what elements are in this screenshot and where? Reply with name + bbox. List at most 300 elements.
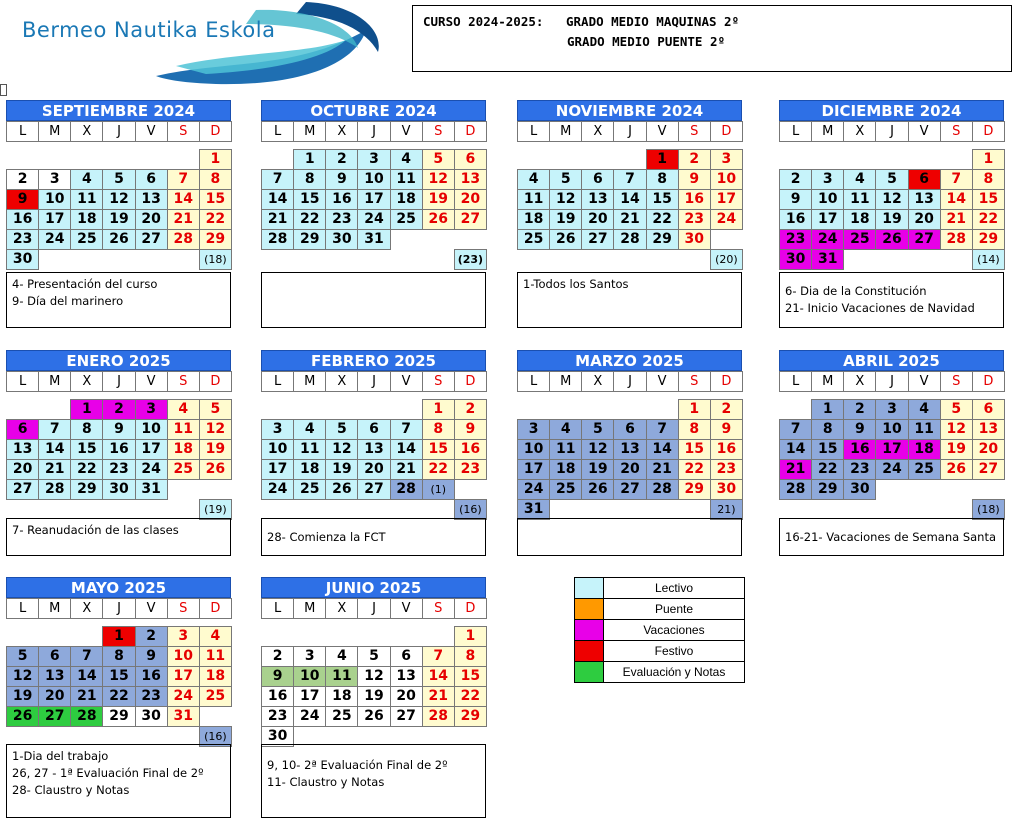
weekday-label: V — [390, 371, 423, 392]
day-cell: 19 — [422, 189, 455, 210]
day-cell: 13 — [135, 189, 168, 210]
day-cell: 25 — [517, 229, 550, 250]
day-cell: 19 — [581, 459, 614, 480]
weekday-label: L — [6, 371, 39, 392]
weekday-label: V — [908, 371, 941, 392]
day-cell: 1 — [422, 399, 455, 420]
day-cell: 5 — [6, 646, 39, 667]
day-cell: 10 — [135, 419, 168, 440]
weekday-label: L — [6, 121, 39, 142]
day-cell: 19 — [325, 459, 358, 480]
day-cell — [710, 229, 743, 250]
day-cell: 23 — [325, 209, 358, 230]
day-cell: 24 — [293, 706, 326, 727]
day-cell: (1) — [422, 479, 455, 500]
day-cell: 27 — [972, 459, 1005, 480]
spacer — [779, 391, 1004, 399]
legend-swatch — [575, 578, 604, 598]
day-cell: 12 — [6, 666, 39, 687]
lective-day-count: (18) — [199, 249, 232, 270]
day-cell — [390, 626, 423, 647]
day-cell: 7 — [261, 169, 294, 190]
day-cell: 14 — [70, 666, 103, 687]
weekday-label: D — [710, 121, 743, 142]
note-line: 9, 10- 2ª Evaluación Final de 2º — [267, 758, 448, 772]
day-cell: 10 — [261, 439, 294, 460]
day-cell: 9 — [843, 419, 876, 440]
day-cell: 20 — [454, 189, 487, 210]
month-notes — [517, 518, 742, 556]
day-cell — [38, 149, 71, 170]
day-cell: 26 — [199, 459, 232, 480]
course-line-2: GRADO MEDIO PUENTE 2º — [567, 34, 726, 49]
day-cell: 4 — [390, 149, 423, 170]
month-grid — [261, 371, 486, 519]
day-cell — [779, 399, 812, 420]
day-cell: 26 — [549, 229, 582, 250]
legend-label: Vacaciones — [643, 623, 705, 637]
day-cell — [779, 149, 812, 170]
day-cell: 22 — [678, 459, 711, 480]
lective-day-count: (19) — [199, 499, 232, 520]
day-cell: 18 — [70, 209, 103, 230]
weekday-label: D — [972, 371, 1005, 392]
month-notes — [517, 272, 742, 328]
day-cell — [390, 399, 423, 420]
day-cell: 7 — [646, 419, 679, 440]
day-cell: 11 — [549, 439, 582, 460]
day-cell: 5 — [549, 169, 582, 190]
weekday-label: S — [940, 371, 973, 392]
legend-item — [575, 578, 744, 599]
day-cell: 18 — [199, 666, 232, 687]
day-cell — [875, 479, 908, 500]
month-grid — [261, 598, 486, 746]
day-cell: 5 — [357, 646, 390, 667]
day-cell: 16 — [843, 439, 876, 460]
day-cell — [293, 626, 326, 647]
day-cell — [357, 399, 390, 420]
day-cell: 22 — [646, 209, 679, 230]
day-cell: 13 — [908, 189, 941, 210]
day-cell: 26 — [6, 706, 39, 727]
day-cell — [454, 479, 487, 500]
day-cell — [517, 249, 550, 270]
day-cell: 24 — [710, 209, 743, 230]
day-cell: 30 — [843, 479, 876, 500]
day-cell: 20 — [390, 686, 423, 707]
day-cell: 8 — [422, 419, 455, 440]
day-cell — [6, 499, 39, 520]
day-cell: 20 — [972, 439, 1005, 460]
day-cell: 26 — [875, 229, 908, 250]
month-notes — [6, 744, 231, 818]
day-cell: 28 — [613, 229, 646, 250]
day-cell — [613, 399, 646, 420]
day-cell: 24 — [875, 459, 908, 480]
day-cell — [811, 149, 844, 170]
lective-day-count: (18) — [972, 499, 1005, 520]
day-cell: 7 — [167, 169, 200, 190]
day-cell: 5 — [581, 419, 614, 440]
weekday-label: D — [199, 371, 232, 392]
day-cell — [908, 479, 941, 500]
month-grid — [6, 598, 231, 746]
weekday-label: S — [678, 121, 711, 142]
day-cell: 31 — [517, 499, 550, 520]
day-cell — [102, 249, 135, 270]
day-cell: 21 — [646, 459, 679, 480]
day-cell: 10 — [875, 419, 908, 440]
day-cell: 28 — [70, 706, 103, 727]
day-cell: 30 — [135, 706, 168, 727]
day-cell: 3 — [135, 399, 168, 420]
day-cell — [678, 249, 711, 270]
day-cell: 9 — [678, 169, 711, 190]
day-cell — [422, 499, 455, 520]
day-cell: 27 — [38, 706, 71, 727]
day-cell: 1 — [70, 399, 103, 420]
day-cell: 20 — [38, 686, 71, 707]
legend — [574, 577, 745, 683]
day-cell: 19 — [357, 686, 390, 707]
day-cell: 14 — [779, 439, 812, 460]
month-grid — [517, 371, 742, 519]
note-line: 28- Claustro y Notas — [12, 783, 130, 797]
day-cell: 11 — [908, 419, 941, 440]
day-cell — [678, 499, 711, 520]
note-line: 7- Reanudación de las clases — [12, 523, 179, 537]
month-title: OCTUBRE 2024 — [261, 100, 486, 121]
day-cell: 15 — [972, 189, 1005, 210]
month-notes — [261, 744, 486, 818]
weekday-label: V — [390, 598, 423, 619]
day-cell: 30 — [779, 249, 812, 270]
day-cell: 8 — [646, 169, 679, 190]
day-cell: 15 — [454, 666, 487, 687]
day-cell: 3 — [261, 419, 294, 440]
day-cell: 17 — [38, 209, 71, 230]
day-cell: 10 — [167, 646, 200, 667]
weekday-label: X — [325, 121, 358, 142]
month-calendar — [261, 350, 486, 519]
day-cell — [908, 499, 941, 520]
spacer — [6, 618, 231, 626]
month-title: NOVIEMBRE 2024 — [517, 100, 742, 121]
weekday-label: X — [843, 121, 876, 142]
legend-label: Evaluación y Notas — [622, 665, 726, 679]
day-cell: 28 — [38, 479, 71, 500]
day-cell — [167, 149, 200, 170]
weekday-label: M — [38, 121, 71, 142]
day-cell: 28 — [646, 479, 679, 500]
day-cell: 27 — [390, 706, 423, 727]
lective-day-count: 21) — [710, 499, 743, 520]
day-cell: 4 — [167, 399, 200, 420]
day-cell: 18 — [517, 209, 550, 230]
day-cell: 19 — [102, 209, 135, 230]
school-name: Bermeo Nautika Eskola — [22, 18, 276, 42]
day-cell: 15 — [293, 189, 326, 210]
day-cell: 3 — [293, 646, 326, 667]
day-cell: 11 — [199, 646, 232, 667]
day-cell: 6 — [390, 646, 423, 667]
weekday-label: J — [357, 371, 390, 392]
day-cell — [843, 249, 876, 270]
weekday-label: S — [422, 598, 455, 619]
day-cell: 28 — [167, 229, 200, 250]
legend-label: Lectivo — [654, 581, 694, 595]
day-cell: 6 — [357, 419, 390, 440]
weekday-label: X — [581, 121, 614, 142]
day-cell — [357, 249, 390, 270]
day-cell: 13 — [38, 666, 71, 687]
day-cell: 23 — [261, 706, 294, 727]
weekday-label: V — [908, 121, 941, 142]
day-cell: 1 — [293, 149, 326, 170]
day-cell: 2 — [678, 149, 711, 170]
day-cell — [102, 149, 135, 170]
day-cell — [70, 149, 103, 170]
month-calendar — [779, 100, 1004, 269]
weekday-label: J — [102, 121, 135, 142]
day-cell — [6, 626, 39, 647]
day-cell: 28 — [390, 479, 423, 500]
spacer — [517, 141, 742, 149]
day-cell: 19 — [6, 686, 39, 707]
day-cell: 24 — [38, 229, 71, 250]
day-cell — [422, 249, 455, 270]
weekday-label: S — [167, 121, 200, 142]
month-grid — [517, 121, 742, 269]
day-cell: 28 — [940, 229, 973, 250]
day-cell: 11 — [325, 666, 358, 687]
day-cell: 22 — [102, 686, 135, 707]
day-cell: 15 — [678, 439, 711, 460]
weekday-label: M — [293, 121, 326, 142]
day-cell — [261, 249, 294, 270]
day-cell: 22 — [972, 209, 1005, 230]
day-cell — [325, 499, 358, 520]
course-line-1: CURSO 2024-2025: GRADO MEDIO MAQUINAS 2º — [423, 14, 740, 29]
day-cell: 11 — [843, 189, 876, 210]
day-cell: 30 — [678, 229, 711, 250]
spacer — [261, 141, 486, 149]
day-cell: 3 — [517, 419, 550, 440]
day-cell: 15 — [70, 439, 103, 460]
month-title: ENERO 2025 — [6, 350, 231, 371]
weekday-label: V — [646, 121, 679, 142]
day-cell: 9 — [135, 646, 168, 667]
day-cell: 12 — [422, 169, 455, 190]
day-cell — [908, 149, 941, 170]
day-cell: 16 — [454, 439, 487, 460]
day-cell: 2 — [779, 169, 812, 190]
weekday-label: M — [38, 598, 71, 619]
day-cell: 10 — [517, 439, 550, 460]
day-cell: 24 — [811, 229, 844, 250]
weekday-label: M — [38, 371, 71, 392]
day-cell: 12 — [325, 439, 358, 460]
weekday-label: J — [102, 371, 135, 392]
weekday-label: V — [390, 121, 423, 142]
day-cell — [581, 499, 614, 520]
day-cell: 18 — [325, 686, 358, 707]
day-cell: 29 — [811, 479, 844, 500]
day-cell: 22 — [422, 459, 455, 480]
weekday-label: X — [581, 371, 614, 392]
day-cell: 2 — [135, 626, 168, 647]
day-cell: 6 — [6, 419, 39, 440]
weekday-label: S — [678, 371, 711, 392]
day-cell: 15 — [422, 439, 455, 460]
weekday-label: V — [135, 371, 168, 392]
day-cell: 12 — [875, 189, 908, 210]
day-cell: 25 — [199, 686, 232, 707]
month-notes — [261, 518, 486, 556]
month-title: SEPTIEMBRE 2024 — [6, 100, 231, 121]
legend-item — [575, 641, 744, 662]
legend-swatch — [575, 599, 604, 619]
day-cell: 10 — [38, 189, 71, 210]
day-cell: 14 — [646, 439, 679, 460]
day-cell: 14 — [261, 189, 294, 210]
day-cell — [581, 399, 614, 420]
day-cell: 8 — [199, 169, 232, 190]
day-cell — [549, 499, 582, 520]
day-cell — [613, 149, 646, 170]
weekday-label: S — [167, 371, 200, 392]
day-cell: 5 — [940, 399, 973, 420]
day-cell — [549, 149, 582, 170]
day-cell: 13 — [581, 189, 614, 210]
month-grid — [779, 371, 1004, 519]
legend-item — [575, 599, 744, 620]
day-cell: 26 — [940, 459, 973, 480]
marker-box — [0, 84, 7, 96]
day-cell: 27 — [613, 479, 646, 500]
day-cell: 16 — [325, 189, 358, 210]
day-cell: 18 — [843, 209, 876, 230]
day-cell: 27 — [135, 229, 168, 250]
day-cell — [646, 499, 679, 520]
weekday-label: D — [454, 598, 487, 619]
weekday-label: J — [357, 121, 390, 142]
day-cell: 21 — [390, 459, 423, 480]
day-cell: 26 — [422, 209, 455, 230]
weekday-label: M — [811, 121, 844, 142]
day-cell: 10 — [710, 169, 743, 190]
day-cell: 13 — [6, 439, 39, 460]
note-line: 26, 27 - 1ª Evaluación Final de 2º — [12, 766, 204, 780]
day-cell: 21 — [940, 209, 973, 230]
day-cell: 19 — [940, 439, 973, 460]
day-cell: 16 — [678, 189, 711, 210]
day-cell: 26 — [357, 706, 390, 727]
day-cell: 12 — [549, 189, 582, 210]
day-cell: 11 — [390, 169, 423, 190]
day-cell: 7 — [779, 419, 812, 440]
day-cell — [581, 249, 614, 270]
day-cell: 26 — [325, 479, 358, 500]
month-title: JUNIO 2025 — [261, 577, 486, 598]
day-cell: 13 — [390, 666, 423, 687]
month-notes — [779, 518, 1004, 556]
day-cell: 7 — [70, 646, 103, 667]
day-cell: 11 — [293, 439, 326, 460]
day-cell: 21 — [422, 686, 455, 707]
weekday-label: J — [613, 121, 646, 142]
lective-day-count: (16) — [454, 499, 487, 520]
month-calendar — [6, 577, 231, 746]
day-cell: 23 — [710, 459, 743, 480]
day-cell — [199, 706, 232, 727]
day-cell — [70, 499, 103, 520]
day-cell: 10 — [357, 169, 390, 190]
day-cell: 30 — [6, 249, 39, 270]
day-cell: 29 — [293, 229, 326, 250]
day-cell — [261, 626, 294, 647]
weekday-label: D — [454, 371, 487, 392]
note-line: 1-Todos los Santos — [523, 277, 629, 291]
weekday-label: S — [940, 121, 973, 142]
day-cell: 9 — [779, 189, 812, 210]
day-cell: 23 — [779, 229, 812, 250]
day-cell — [517, 149, 550, 170]
day-cell: 17 — [293, 686, 326, 707]
day-cell: 20 — [135, 209, 168, 230]
day-cell: 1 — [454, 626, 487, 647]
day-cell: 17 — [710, 189, 743, 210]
day-cell: 31 — [811, 249, 844, 270]
day-cell: 21 — [38, 459, 71, 480]
weekday-label: J — [875, 121, 908, 142]
day-cell — [940, 499, 973, 520]
day-cell — [390, 249, 423, 270]
day-cell: 6 — [38, 646, 71, 667]
day-cell: 2 — [261, 646, 294, 667]
legend-swatch — [575, 662, 604, 682]
day-cell: 12 — [581, 439, 614, 460]
day-cell: 15 — [102, 666, 135, 687]
weekday-label: S — [422, 121, 455, 142]
weekday-label: M — [293, 598, 326, 619]
day-cell: 6 — [972, 399, 1005, 420]
spacer — [261, 618, 486, 626]
day-cell: 19 — [875, 209, 908, 230]
weekday-label: L — [261, 121, 294, 142]
day-cell: 29 — [678, 479, 711, 500]
day-cell: 29 — [199, 229, 232, 250]
day-cell — [875, 149, 908, 170]
day-cell — [135, 499, 168, 520]
month-grid — [6, 371, 231, 519]
day-cell: 22 — [70, 459, 103, 480]
day-cell: 9 — [325, 169, 358, 190]
day-cell: 24 — [261, 479, 294, 500]
school-logo — [6, 0, 386, 86]
day-cell: 1 — [102, 626, 135, 647]
day-cell — [940, 479, 973, 500]
legend-item — [575, 662, 744, 683]
day-cell — [6, 399, 39, 420]
day-cell: 20 — [908, 209, 941, 230]
day-cell — [38, 499, 71, 520]
weekday-label: J — [102, 598, 135, 619]
weekday-label: J — [357, 598, 390, 619]
month-calendar — [517, 350, 742, 519]
day-cell: 29 — [70, 479, 103, 500]
